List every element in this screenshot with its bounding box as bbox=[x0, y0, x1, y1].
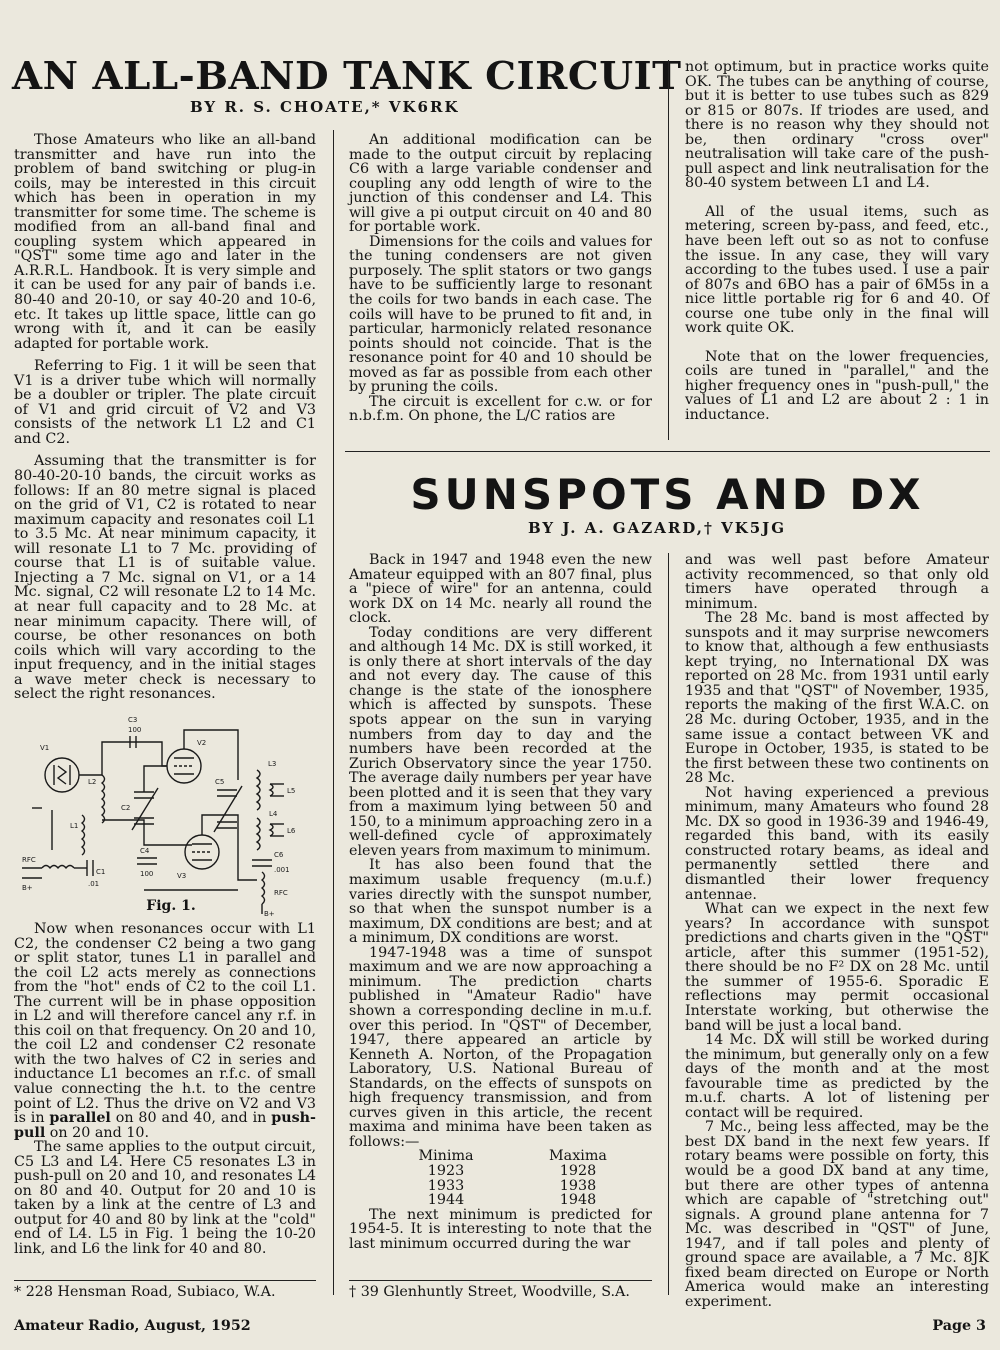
label-c3: C3 bbox=[128, 716, 138, 724]
table-cell: 1938 bbox=[559, 1177, 597, 1194]
label-l5: L5 bbox=[287, 787, 296, 795]
figure-caption: Fig. 1. bbox=[146, 898, 196, 914]
paragraph: All of the usual items, such as metering, screen by-pass, and feed, etc., have been left out so as not to confuse the issue. In any case, they will vary according to the tubes used. I use a pair of 807s and 6BO has a pair of 6M5s in a nice little portable rig for 6 and 40. Of course one tube only in the final will work quite OK. bbox=[685, 203, 989, 337]
paragraph: Referring to Fig. 1 it will be seen that V1 is a driver tube which will normally be a doubler or tripler. The plate circuit of V1 and grid circuit of V2 and V3 consists of the network L1 L2 and C1 and C2. bbox=[14, 358, 316, 447]
column-divider bbox=[668, 60, 669, 440]
paragraph: and was well past before Amateur activity recommenced, so that only old timers have operated through a minimum. bbox=[685, 552, 989, 612]
label-v1: V1 bbox=[40, 744, 50, 752]
sunspot-table bbox=[401, 1149, 652, 1207]
label-v2: V2 bbox=[197, 739, 207, 747]
paragraph: Note that on the lower frequencies, coils are tuned in "parallel," and the higher frequency ones in "push-pull," the values of L1 and L2 are about 2 : 1 in inductance. bbox=[685, 348, 989, 424]
paragraph: Back in 1947 and 1948 even the new Amateur equipped with an 807 final, plus a "piece of wire" for an antenna, could work DX on 14 Mc. nearly all round the clock. bbox=[349, 552, 652, 627]
article-column-2 bbox=[349, 133, 652, 424]
paragraph: 1947-1948 was a time of sunspot maximum and we are now approaching a minimum. The prediction charts published in "Amateur Radio" have shown a corresponding decline in m.u.f. over this period. In "QST" of December, 1947, there appeared an article by Kenneth A. Norton, of the Propagation Laboratory, U.S. National Bureau of Standards, on the effects of sunspots on high frequency transmission, and from curves given in this article, the recent maxima and minima have been taken as follows:— bbox=[349, 944, 652, 1150]
paragraph: Assuming that the transmitter is for 80-40-20-10 bands, the circuit works as follows: If an 80 metre signal is placed on the grid of V1, C2 is rotated to near maximum capacity and resonates coil L1 to 3.5 Mc. At near minimum capacity, it will resonate L1 to 7 Mc. providing of course that L1 is of suitable value. Injecting a 7 Mc. signal on V1, or a 14 Mc. signal, C2 will resonate L2 to 14 Mc. at near full capacity and to 28 Mc. at near minimum capacity. There will, of course, be other resonances on both coils which will vary according to the input frequency, and in the initial stages a wave meter check is necessary to select the right resonances. bbox=[14, 453, 316, 703]
coil-l4 bbox=[257, 818, 260, 850]
footnote-choate: * 228 Hensman Road, Subiaco, W.A. bbox=[14, 1284, 276, 1300]
label-c1-value: .01 bbox=[88, 880, 100, 888]
table-cell: 1948 bbox=[559, 1192, 597, 1209]
table-cell: 1944 bbox=[427, 1192, 465, 1209]
article-title: AN ALL-BAND TANK CIRCUIT bbox=[12, 53, 682, 98]
label-c4-value: 100 bbox=[140, 870, 154, 878]
label-bplus-right: B+ bbox=[264, 910, 275, 918]
paragraph: 14 Mc. DX will still be worked during the minimum, but generally only on a few days of the month and at the most favourable time as predicted by the m.u.f. charts. A lot of listening per contact will be required. bbox=[685, 1032, 989, 1121]
label-c4: C4 bbox=[140, 847, 150, 855]
table-header: Maxima bbox=[549, 1148, 607, 1165]
section-divider bbox=[345, 451, 990, 452]
label-rfc-left: RFC bbox=[22, 856, 36, 864]
paragraph: An additional modification can be made to the output circuit by replacing C6 with a large variable condenser and coupling any odd length of wire to the junction of this condenser and L4. This will give a pi output circuit on 40 and 80 for portable work. bbox=[349, 132, 652, 236]
label-c6: C6 bbox=[274, 851, 284, 859]
paragraph: not optimum, but in practice works quite OK. The tubes can be anything of course, but it is better to use tubes such as 829 or 815 or 807s. If triodes are used, and there is no reason why they should not be, then ordinary "cross over" neutralisation will take care of the push-pull aspect and link neutralisation for the 80-40 system between L1 and L4. bbox=[685, 59, 989, 192]
label-l6: L6 bbox=[287, 827, 296, 835]
table-cell: 1933 bbox=[427, 1177, 465, 1194]
label-c6-value: .001 bbox=[274, 866, 290, 874]
table-cell: 1928 bbox=[559, 1162, 597, 1179]
label-v3: V3 bbox=[177, 872, 187, 880]
paragraph: Those Amateurs who like an all-band transmitter and have run into the problem of band switching or plug-in coils, may be interested in this circuit which has been in operation in my transmitter for some time. The scheme is modified from an all-band final and coupling system which appeared in "QST" some time ago and later in the A.R.R.L. Handbook. It is very simple and it can be used for any pair of bands i.e. 80-40 and 20-10, or say 40-20 and 10-6, etc. It takes up little space, little can go wrong with it, and it can be easily adapted for portable work. bbox=[14, 132, 316, 352]
label-bplus-left: B+ bbox=[22, 884, 33, 892]
footer-publication: Amateur Radio, August, 1952 bbox=[14, 1318, 251, 1334]
table-header: Minima bbox=[418, 1148, 474, 1165]
footer-page-number: Page 3 bbox=[932, 1318, 986, 1334]
paragraph: The same applies to the output circuit, C5 L3 and L4. Here C5 resonates L3 in push-pull on 20 and 10, and resonates L4 on 80 and 40. Output for 20 and 10 is taken by a link at the centre of L3 and output for 40 and 80 by link at the "cold" end of L4. L5 in Fig. 1 being the 10-20 link, and L6 the link for 40 and 80. bbox=[14, 1139, 316, 1258]
paragraph: What can we expect in the next few years? In accordance with sunspot predictions and charts given in the "QST" article, after this summer (1951-52), there should be no F² DX on 28 Mc. until the summer of 1955-6. Sporadic E reflections may permit occasional Interstate working, but otherwise the band will be just a local band. bbox=[685, 901, 989, 1034]
paragraph: Today conditions are very different and although 14 Mc. DX is still worked, it is only there at short intervals of the day and not every day. The cause of this change is the state of the ionosphere which is affected by sunspots. These spots appear on the sun in varying numbers from day to day and the numbers have been recorded at the Zurich Observatory since the year 1750. The average daily numbers per year have been plotted and it is seen that they vary from a maximum lying between 50 and 150, to a minimum approaching zero in a well-defined cycle of approximately eleven years from maximum to minimum. bbox=[349, 624, 652, 859]
label-c2: C2 bbox=[121, 804, 131, 812]
article-column-3b bbox=[685, 553, 989, 1309]
footnote-gazard: † 39 Glenhuntly Street, Woodville, S.A. bbox=[349, 1284, 630, 1300]
paragraph: Not having experienced a previous minimum, many Amateurs who found 28 Mc. DX so good in 1936-39 and 1946-49, regarded this band, with its easily constructed rotary beams, as ideal and permanently settled there and dismantled their lower frequency antennae. bbox=[685, 784, 989, 903]
footnote-rule bbox=[349, 1280, 652, 1281]
paragraph: Dimensions for the coils and values for the tuning condensers are not given purposely. The split stators or two gangs have to be sufficiently large to resonant the coils for two bands in each case. The coils will have to be pruned to fit and, in particular, harmonicly related resonance points should not coincide. That is the resonance point for 40 and 10 should be moved as far as possible from each other by pruning the coils. bbox=[349, 233, 652, 396]
label-rfc-right: RFC bbox=[274, 889, 288, 897]
table-cell: 1923 bbox=[427, 1162, 465, 1179]
footnote-rule bbox=[14, 1280, 316, 1281]
coil-l3 bbox=[257, 770, 260, 810]
paragraph: The 28 Mc. band is most affected by sunspots and it may surprise newcomers to know that, although a few enthusiasts kept trying, no International DX was reported on 28 Mc. from 1931 until early 1935 and that "QST" of November, 1935, reports the making of the first W.A.C. on 28 Mc. during October, 1935, and in the same issue a contact between VK and Europe in October, 1935, is stated to be the first between these two continents on 28 Mc. bbox=[685, 610, 989, 787]
label-l2: L2 bbox=[88, 778, 97, 786]
label-c5: C5 bbox=[215, 778, 225, 786]
label-c1: C1 bbox=[96, 868, 106, 876]
label-l4: L4 bbox=[269, 810, 278, 818]
article-column-1-continued bbox=[14, 922, 316, 1257]
label-l3: L3 bbox=[268, 760, 277, 768]
article-column-2b bbox=[349, 553, 652, 1251]
article-title: SUNSPOTS AND DX bbox=[410, 470, 925, 519]
coil-l1 bbox=[82, 815, 85, 855]
coil-l2 bbox=[102, 775, 105, 823]
paragraph: The next minimum is predicted for 1954-5. It is interesting to note that the last minimum occurred during the war bbox=[349, 1206, 652, 1252]
column-divider bbox=[668, 553, 669, 1295]
article-column-1 bbox=[14, 133, 316, 702]
paragraph: 7 Mc., being less affected, may be the best DX band in the next few years. If rotary beams were possible on forty, this would be a good DX band at any time, but there are other types of antenna which are capable of "stretching out" signals. A ground plane antenna for 7 Mc. was described in "QST" of June, 1947, and if tall poles and plenty of ground space are available, a 7 Mc. 8JK fixed beam directed on Europe or North America would make an interesting experiment. bbox=[685, 1119, 989, 1310]
paragraph: It has also been found that the maximum usable frequency (m.u.f.) varies directly with the sunspot number, so that when the sunspot number is a maximum, DX conditions are best; and at a minimum, DX conditions are worst. bbox=[349, 857, 652, 947]
label-l1: L1 bbox=[70, 822, 79, 830]
article-byline: BY R. S. CHOATE,* VK6RK bbox=[190, 98, 460, 116]
paragraph: Now when resonances occur with L1 C2, the condenser C2 being a two gang or split stator, tunes L1 in parallel and the coil L2 acts merely as connections from the "hot" ends of C2 to the coil L1. The current will be in phase opposition in L2 and will therefore cancel any r.f. in this coil on that frequency. On 20 and 10, the coil L2 and condenser C2 resonate with the two halves of C2 in series and inductance L1 becomes an r.f.c. of small value connecting the h.t. to the centre point of L2. Thus the drive on V2 and V3 is in parallel on 80 and 40, and in push-pull on 20 and 10. bbox=[14, 921, 316, 1141]
circuit-diagram bbox=[12, 700, 330, 918]
article-byline: BY J. A. GAZARD,† VK5JG bbox=[528, 519, 787, 537]
article-column-3 bbox=[685, 60, 989, 423]
column-divider bbox=[333, 130, 334, 1295]
label-c3-value: 100 bbox=[128, 726, 142, 734]
paragraph: The circuit is excellent for c.w. or for n.b.f.m. On phone, the L/C ratios are bbox=[349, 393, 652, 425]
